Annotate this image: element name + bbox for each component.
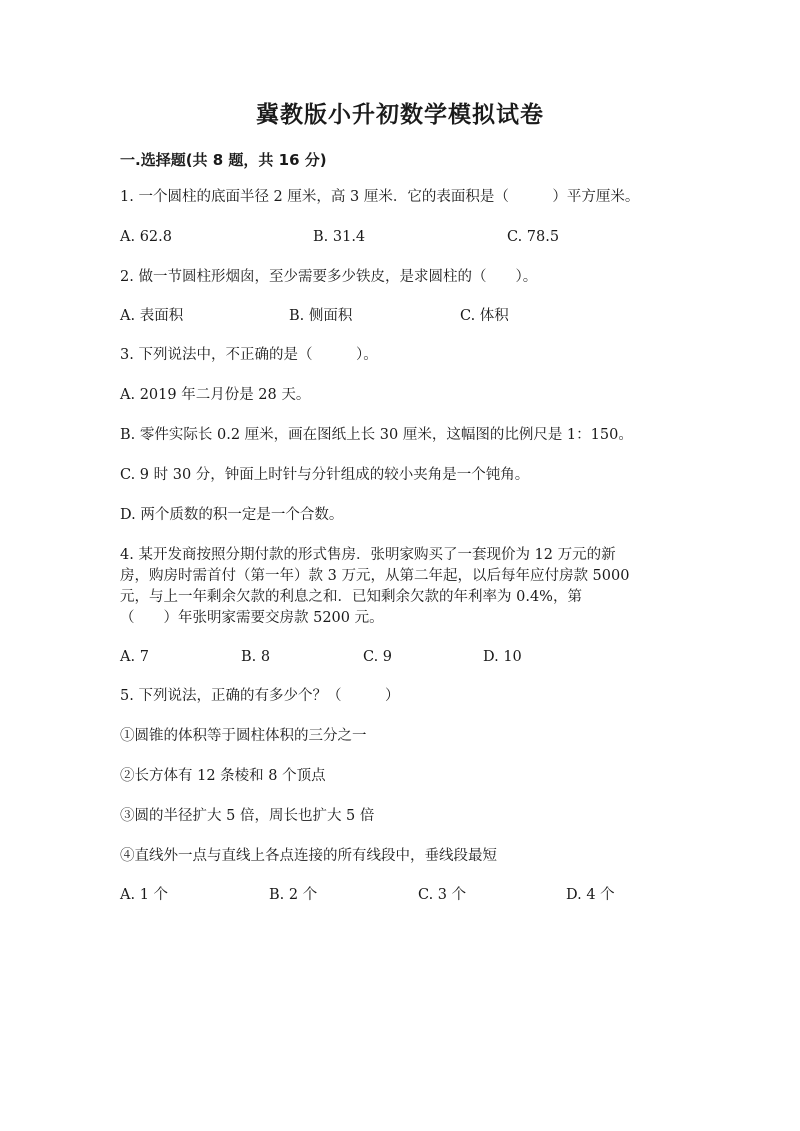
question-2-option-c[interactable]: C. 体积	[460, 308, 509, 324]
question-3-option-b[interactable]: B. 零件实际长 0.2 厘米，画在图纸上长 30 厘米，这幅图的比例尺是 1：150。	[120, 427, 633, 443]
question-4-option-a[interactable]: A. 7	[120, 649, 149, 665]
question-5-option-c[interactable]: C. 3 个	[418, 887, 467, 903]
question-5-stem: 5. 下列说法，正确的有多少个？（ ）	[120, 688, 400, 704]
question-3-option-d[interactable]: D. 两个质数的积一定是一个合数。	[120, 507, 344, 523]
question-5-statement-1: ①圆锥的体积等于圆柱体积的三分之一	[120, 728, 367, 744]
question-2-stem: 2. 做一节圆柱形烟囱，至少需要多少铁皮，是求圆柱的（ ）。	[120, 269, 538, 285]
question-3-option-c[interactable]: C. 9 时 30 分，钟面上时针与分针组成的较小夹角是一个钝角。	[120, 467, 530, 483]
section-heading: 一.选择题(共 8 题，共 16 分)	[120, 151, 327, 169]
question-1-option-a[interactable]: A. 62.8	[120, 229, 172, 245]
question-4-stem-line-2: 房，购房时需首付（第一年）款 3 万元，从第二年起，以后每年应付房款 5000	[120, 568, 630, 584]
question-4-stem-line-3: 元，与上一年剩余欠款的利息之和．已知剩余欠款的年利率为 0.4%，第	[120, 589, 582, 605]
page-title: 冀教版小升初数学模拟试卷	[256, 102, 544, 128]
question-4-stem-line-1: 4. 某开发商按照分期付款的形式售房．张明家购买了一套现价为 12 万元的新	[120, 547, 616, 563]
question-5-statement-3: ③圆的半径扩大 5 倍，周长也扩大 5 倍	[120, 808, 375, 824]
question-5-option-a[interactable]: A. 1 个	[120, 887, 169, 903]
question-1-option-c[interactable]: C. 78.5	[507, 229, 560, 245]
question-4-option-d[interactable]: D. 10	[483, 649, 522, 665]
question-4-option-b[interactable]: B. 8	[241, 649, 271, 665]
question-1-stem: 1. 一个圆柱的底面半径 2 厘米，高 3 厘米．它的表面积是（ ）平方厘米。	[120, 189, 640, 205]
question-4-option-c[interactable]: C. 9	[363, 649, 393, 665]
question-2-option-a[interactable]: A. 表面积	[120, 308, 184, 324]
question-5-option-b[interactable]: B. 2 个	[269, 887, 318, 903]
question-5-statement-2: ②长方体有 12 条棱和 8 个顶点	[120, 768, 326, 784]
question-3-option-a[interactable]: A. 2019 年二月份是 28 天。	[120, 387, 311, 403]
question-3-stem: 3. 下列说法中，不正确的是（ ）。	[120, 347, 378, 363]
question-5-statement-4: ④直线外一点与直线上各点连接的所有线段中，垂线段最短	[120, 848, 497, 864]
question-1-option-b[interactable]: B. 31.4	[313, 229, 366, 245]
question-2-option-b[interactable]: B. 侧面积	[289, 308, 353, 324]
question-5-option-d[interactable]: D. 4 个	[566, 887, 615, 903]
question-4-stem-line-4: （ ）年张明家需要交房款 5200 元。	[120, 610, 384, 626]
